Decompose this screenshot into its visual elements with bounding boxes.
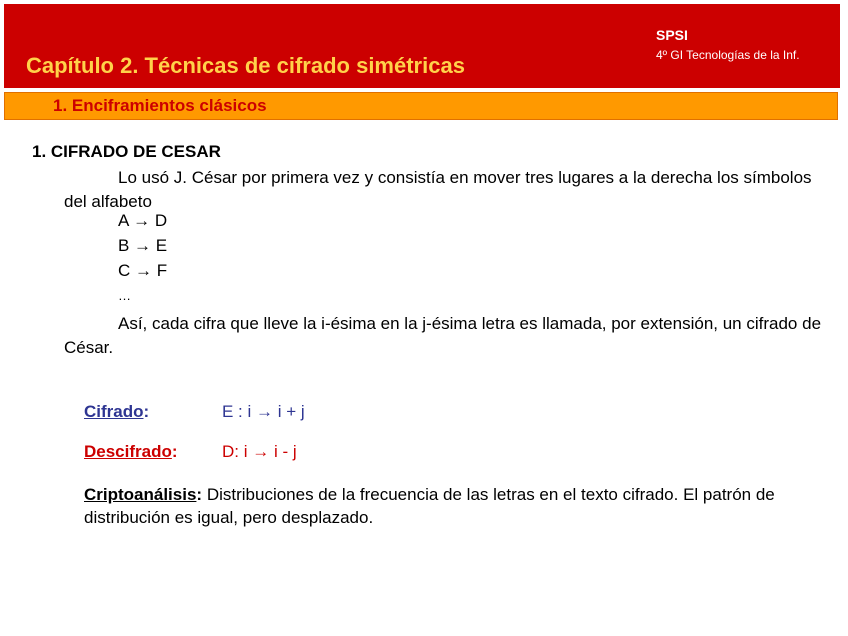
conclusion-paragraph: Así, cada cifra que lleve la i-ésima en la j-ésima letra es llamada, por extensión, un cifrado de César. — [64, 314, 822, 357]
section-title: 1. Enciframientos clásicos — [53, 96, 267, 115]
course-code: SPSI — [656, 27, 688, 43]
mapping-b: B → E — [118, 236, 168, 255]
descifrado-label — [84, 442, 178, 462]
content-heading: 1. CIFRADO DE CESAR — [32, 142, 221, 161]
mapping-a: A → D — [118, 211, 168, 230]
mapping-c: C → F — [118, 261, 168, 280]
descifrado-formula: D: i → i - j — [222, 442, 297, 461]
criptoanalisis-paragraph — [84, 483, 834, 529]
chapter-title: Capítulo 2. Técnicas de cifrado simétricas — [26, 53, 465, 78]
criptoanalisis-label: Criptoanálisis — [84, 485, 197, 504]
intro-paragraph: Lo usó J. César por primera vez y consistía en mover tres lugares a la derecha los símbolos del alfabeto — [64, 168, 812, 211]
cifrado-label-text: Cifrado — [84, 402, 144, 421]
cifrado-label-colon: : — [143, 402, 150, 421]
cifrado-label — [84, 402, 149, 422]
descifrado-label-colon: : — [171, 442, 178, 461]
course-description: 4º GI Tecnologías de la Inf. — [656, 48, 800, 62]
descifrado-label-text: Descifrado — [84, 442, 172, 461]
criptoanalisis-colon: : — [196, 485, 203, 504]
mapping-ellipsis: … — [118, 288, 131, 303]
cifrado-formula: E : i → i + j — [222, 402, 305, 421]
criptoanalisis-text: Distribuciones de la frecuencia de las letras en el texto cifrado. El patrón de distribución es igual, pero desplazado. — [84, 485, 775, 527]
